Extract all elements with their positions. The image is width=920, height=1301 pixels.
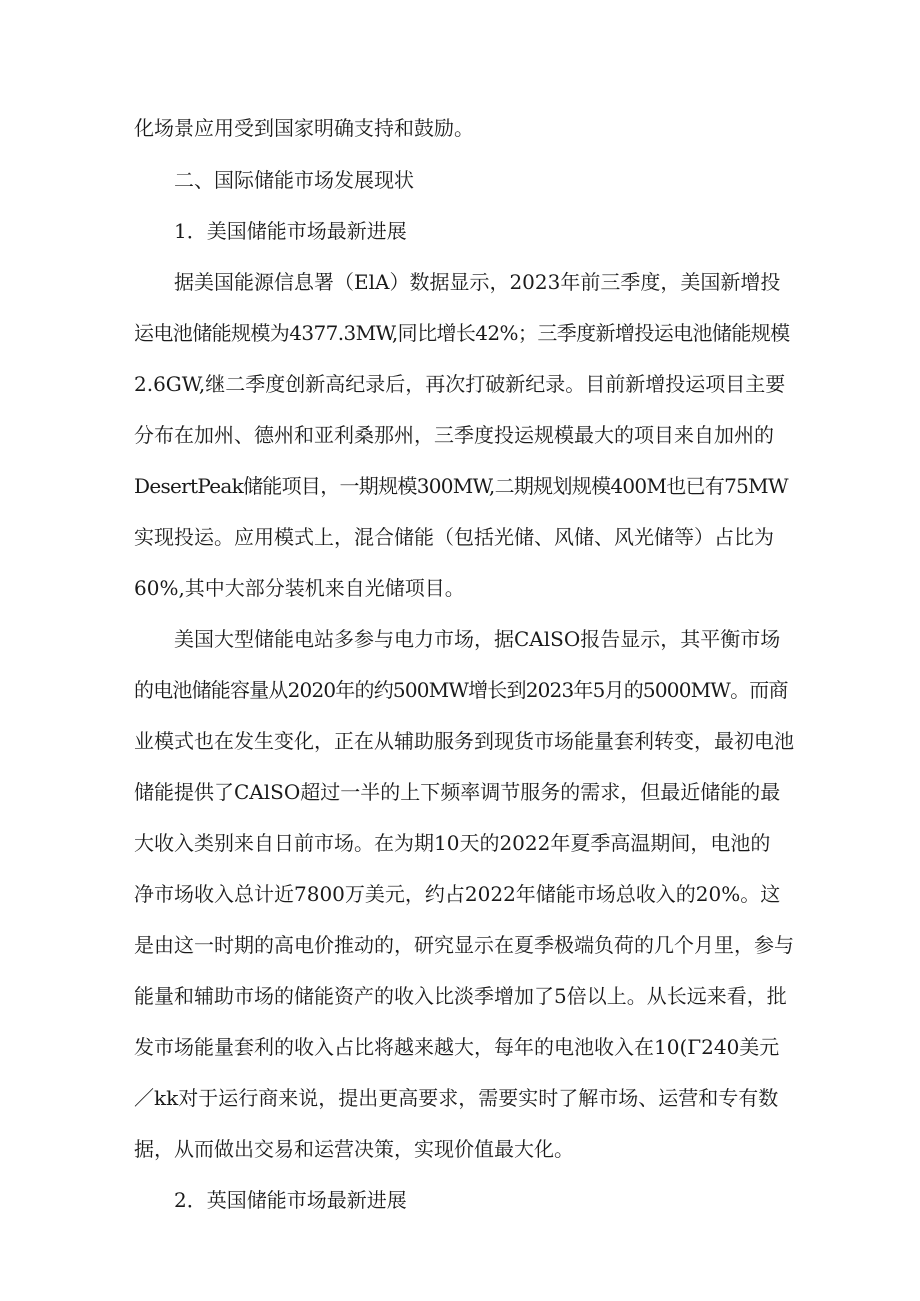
paragraph-line: DesertPeak储能项目，一期规模300MW,二期规划规模400M也已有75MW (134, 474, 788, 498)
subsection-heading: 1．美国储能市场最新进展 (174, 219, 407, 243)
paragraph-line: 的电池储能容量从2020年的约500MW增长到2023年5月的5000MW。而商 (134, 678, 788, 702)
paragraph-line: 实现投运。应用模式上，混合储能（包括光储、风储、风光储等）占比为 (134, 525, 774, 549)
paragraph-line: 运电池储能规模为4377.3MW,同比增长42%；三季度新增投运电池储能规模 (134, 321, 790, 345)
paragraph-line: 分布在加州、德州和亚利桑那州，三季度投运规模最大的项目来自加州的 (134, 423, 774, 447)
paragraph-line: 大收入类别来自日前市场。在为期10天的2022年夏季高温期间，电池的 (134, 831, 771, 855)
paragraph-line: 是由这一时期的高电价推动的，研究显示在夏季极端负荷的几个月里，参与 (134, 933, 794, 957)
paragraph-line: 美国大型储能电站多参与电力市场，据CAlSO报告显示，其平衡市场 (174, 627, 781, 651)
paragraph-line: 据美国能源信息署（ElA）数据显示，2023年前三季度，美国新增投 (174, 270, 781, 294)
paragraph-line: 能量和辅助市场的储能资产的收入比淡季增加了5倍以上。从长远来看，批 (134, 984, 787, 1008)
text-line: 化场景应用受到国家明确支持和鼓励。 (134, 116, 474, 140)
paragraph-line: 据，从而做出交易和运营决策，实现价值最大化。 (134, 1137, 574, 1161)
paragraph-line: ／kk对于运行商来说，提出更高要求，需要实时了解市场、运营和专有数 (134, 1086, 779, 1110)
paragraph-line: 储能提供了CAlSO超过一半的上下频率调节服务的需求，但最近储能的最 (134, 780, 781, 804)
paragraph-line: 净市场收入总计近7800万美元，约占2022年储能市场总收入的20%。这 (134, 882, 781, 906)
subsection-heading: 2．英国储能市场最新进展 (174, 1188, 407, 1212)
paragraph-line: 业模式也在发生变化，正在从辅助服务到现货市场能量套利转变，最初电池 (134, 729, 794, 753)
section-heading: 二、国际储能市场发展现状 (174, 168, 414, 192)
paragraph-line: 60%,其中大部分装机来自光储项目。 (134, 576, 465, 600)
paragraph-line: 2.6GW,继二季度创新高纪录后，再次打破新纪录。目前新增投运项目主要 (134, 372, 786, 396)
paragraph-line: 发市场能量套利的收入占比将越来越大，每年的电池收入在10(Γ240美元 (134, 1035, 780, 1059)
